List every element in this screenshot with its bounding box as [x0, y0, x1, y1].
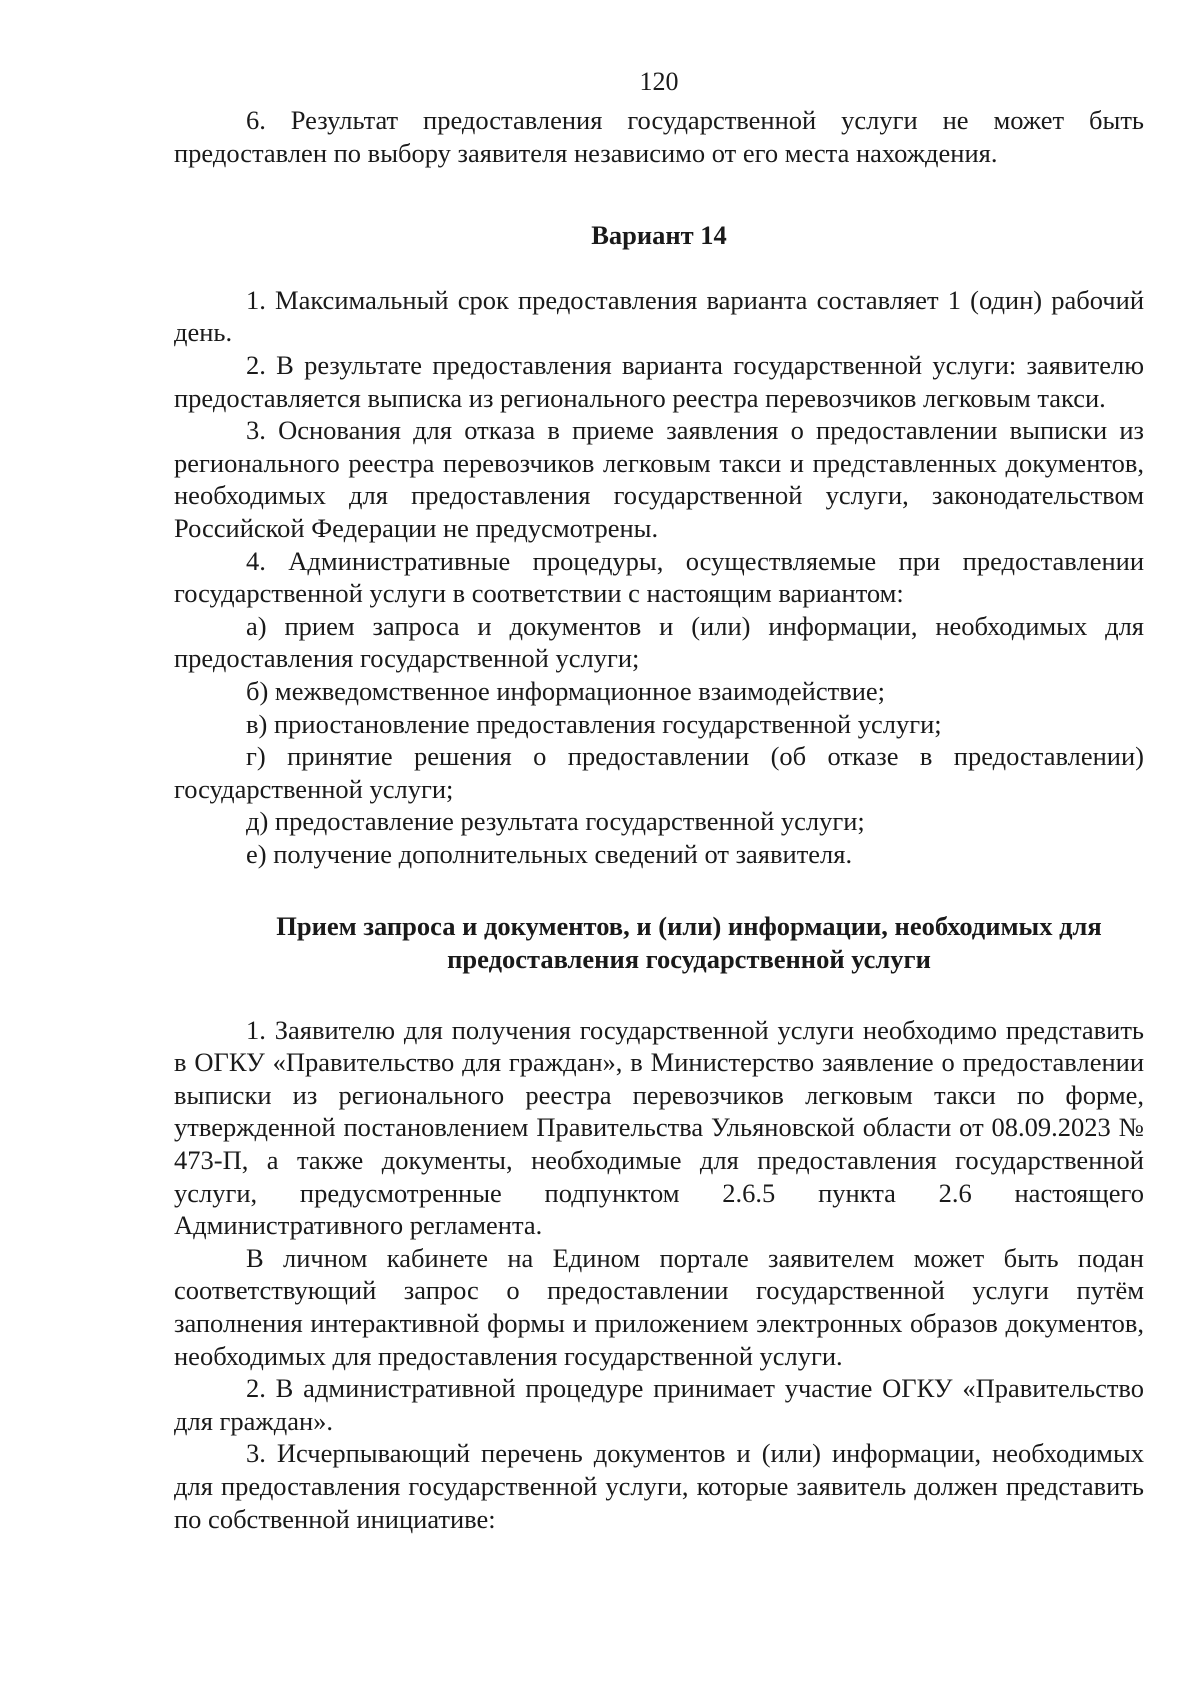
variant-list-item: а) прием запроса и документов и (или) информации, необходимых для предоставления государственной услуги; — [174, 610, 1144, 674]
variant-list-item: е) получение дополнительных сведений от заявителя. — [246, 838, 853, 869]
variant-list-item: б) межведомственное информационное взаимодействие; — [246, 675, 886, 706]
variant-list-item: г) принятие решения о предоставлении (об отказе в предоставлении) государственной услуги; — [174, 741, 1144, 804]
variant-list-item: в) приостановление предоставления государственной услуги; — [246, 708, 942, 739]
variant-heading: Вариант 14 — [591, 220, 727, 251]
variant-paragraph: 4. Административные процедуры, осуществляемые при предоставлении государственной услуги в соответствии с настоящим вариантом: — [174, 545, 1144, 609]
variant-paragraph: 2. В результате предоставления варианта государственной услуги: заявителю предоставляется выписка из регионального реестра перевозчиков легковым такси. — [174, 349, 1144, 413]
section-heading: Прием запроса и документов, и (или) информации, необходимых для предоставления государственной услуги — [276, 911, 1102, 975]
page-number: 120 — [639, 67, 679, 96]
section-paragraph: 2. В административной процедуре принимает участие ОГКУ «Правительство для граждан». — [174, 1373, 1144, 1436]
variant-paragraph: 3. Основания для отказа в приеме заявления о предоставлении выписки из регионального реестра перевозчиков легковым такси и представленных документов, необходимых для предоставления государственной услуги, законодательством Российской Федерации не предусмотрены. — [174, 415, 1144, 543]
section-paragraph: 3. Исчерпывающий перечень документов и (или) информации, необходимых для предоставления государственной услуги, которые заявитель должен представить по собственной инициативе: — [174, 1438, 1144, 1534]
variant-list-item: д) предоставление результата государственной услуги; — [246, 806, 865, 837]
document-page — [174, 66, 1144, 1535]
section-paragraph: В личном кабинете на Едином портале заявителем может быть подан соответствующий запрос о предоставлении государственной услуги путём заполнения интерактивной формы и приложением электронных образов документов, необходимых для предоставления государственной услуги. — [174, 1242, 1144, 1371]
variant-paragraph: 1. Максимальный срок предоставления варианта составляет 1 (один) рабочий день. — [174, 284, 1144, 348]
intro-paragraph: 6. Результат предоставления государственной услуги не может быть предоставлен по выбору заявителя независимо от его места нахождения. — [174, 105, 1144, 168]
section-paragraph: 1. Заявителю для получения государственной услуги необходимо представить в ОГКУ «Правительство для граждан», в Министерство заявление о предоставлении выписки из регионального реестра перевозчиков легковым такси по форме, утвержденной постановлением Правительства Ульяновской области от 08.09.2023 № 473-П, а также документы, необходимые для предоставления государственной услуги, предусмотренные подпунктом 2.6.5 пункта 2.6 настоящего Административного регламента. — [174, 1014, 1144, 1241]
